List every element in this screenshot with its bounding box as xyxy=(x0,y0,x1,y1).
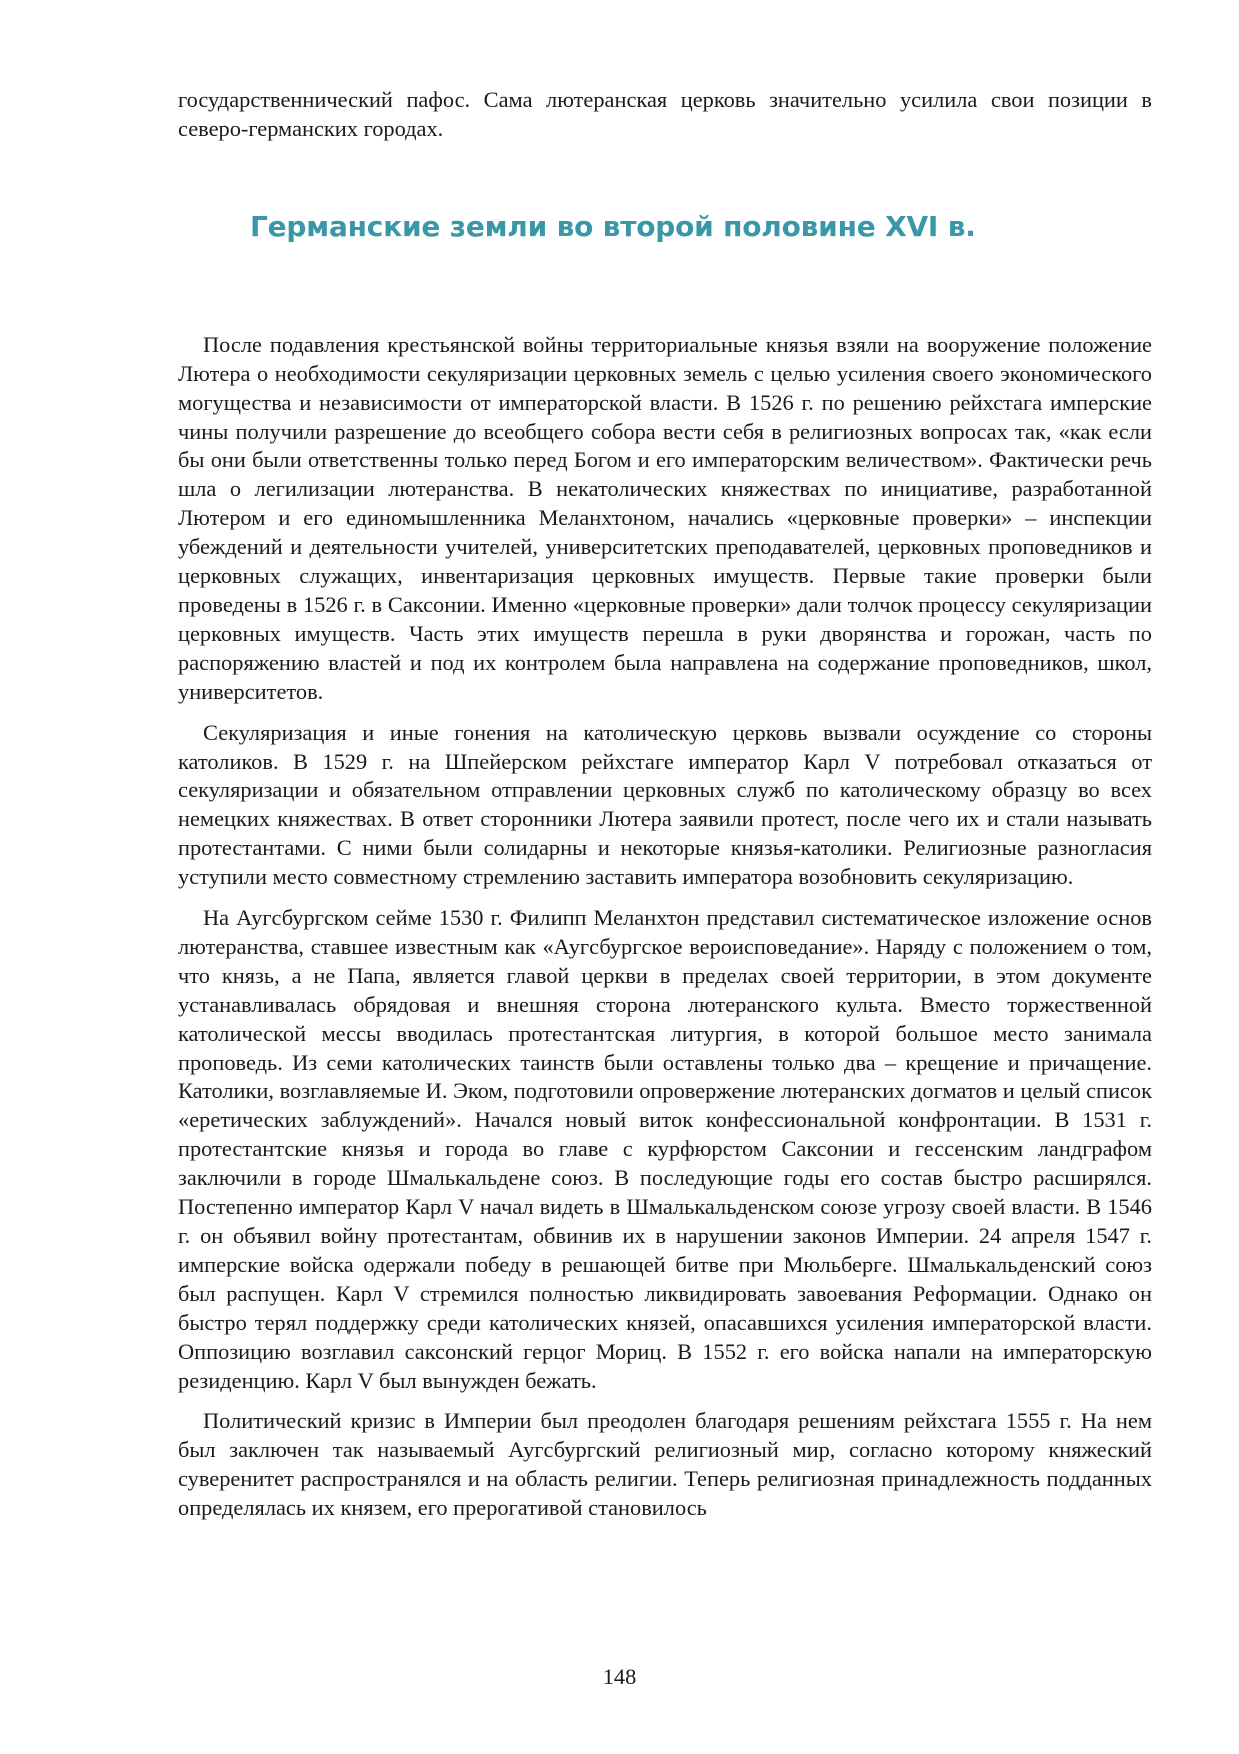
paragraph-4: Политический кризис в Империи был преодолен благодаря решениям рейхстага 1555 г. На нем был заключен так называемый Аугсбургский религиозный мир, согласно которому княжеский суверенитет распространялся и на область религии. Теперь религиозная принадлежность подданных определялась их князем, его прерогативой становилось xyxy=(178,1408,1152,1521)
intro-paragraph: государственнический пафос. Сама лютеранская церковь значительно усилила свои позиции в северо-германских городах. xyxy=(178,87,1152,141)
page-number: 148 xyxy=(602,1664,637,1689)
paragraph-2: Секуляризация и иные гонения на католическую церковь вызвали осуждение со стороны католиков. В 1529 г. на Шпейерском рейхстаге император Карл V потребовал отказаться от секуляризации и обязательном отправлении церковных служб по католическому образцу во всех немецких княжествах. В ответ сторонники Лютера заявили протест, после чего их и стали называть протестантами. С ними были солидарны и некоторые князья-католики. Религиозные разногласия уступили место совместному стремлению заставить императора возобновить секуляризацию. xyxy=(178,719,1152,890)
paragraph-3: На Аугсбургском сейме 1530 г. Филипп Меланхтон представил систематическое изложение основ лютеранства, ставшее известным как «Аугсбургское вероисповедание». Наряду с положением о том, что князь, а не Папа, является главой церкви в пределах своей территории, в этом документе устанавливалась обрядовая и внешняя сторона лютеранского культа. Вместо торжественной католической мессы вводилась протестантская литургия, в которой большое место занимала проповедь. Из семи католических таинств были оставлены только два – крещение и причащение. Католики, возглавляемые И. Эком, подготовили опровержение лютеранских догматов и целый список «еретических заблуждений». Начался новый виток конфессиональной конфронтации. В 1531 г. протестантские князья и города во главе с курфюрстом Саксонии и гессенским ландграфом заключили в городе Шмалькальдене союз. В последующие годы его состав быстро расширялся. Постепенно император Карл V начал видеть в Шмалькальденском союзе угрозу своей власти. В 1546 г. он объявил войну протестантам, обвинив их в нарушении законов Империи. 24 апреля 1547 г. имперские войска одержали победу в решающей битве при Мюльберге. Шмалькальденский союз был распущен. Карл V стремился полностью ликвидировать завоевания Реформации. Однако он быстро терял поддержку среди католических князей, опасавшихся усиления императорской власти. Оппозицию возглавил саксонский герцог Мориц. В 1552 г. его войска напали на императорскую резиденцию. Карл V был вынужден бежать. xyxy=(178,905,1152,1393)
paragraph-1: После подавления крестьянской войны территориальные князья взяли на вооружение положение Лютера о необходимости секуляризации церковных земель с целью усиления своего экономического могущества и независимости от императорской власти. В 1526 г. по решению рейхстага имперские чины получили разрешение до всеобщего собора вести себя в религиозных вопросах так, «как если бы они были ответственны только перед Богом и его императорским величеством». Фактически речь шла о легилизации лютеранства. В некатолических княжествах по инициативе, разработанной Лютером и его единомышленника Меланхтоном, начались «церковные проверки» – инспекции убеждений и деятельности учителей, университетских преподавателей, церковных проповедников и церковных служащих, инвентаризация церковных имуществ. Первые такие проверки были проведены в 1526 г. в Саксонии. Именно «церковные проверки» дали толчок процессу секуляризации церковных имуществ. Часть этих имуществ перешла в руки дворянства и горожан, часть по распоряжению властей и под их контролем была направлена на содержание проповедников, школ, университетов. xyxy=(178,331,1152,704)
section-heading: Германские земли во второй половине XVI в. xyxy=(250,209,976,243)
document-page xyxy=(178,86,1152,1523)
